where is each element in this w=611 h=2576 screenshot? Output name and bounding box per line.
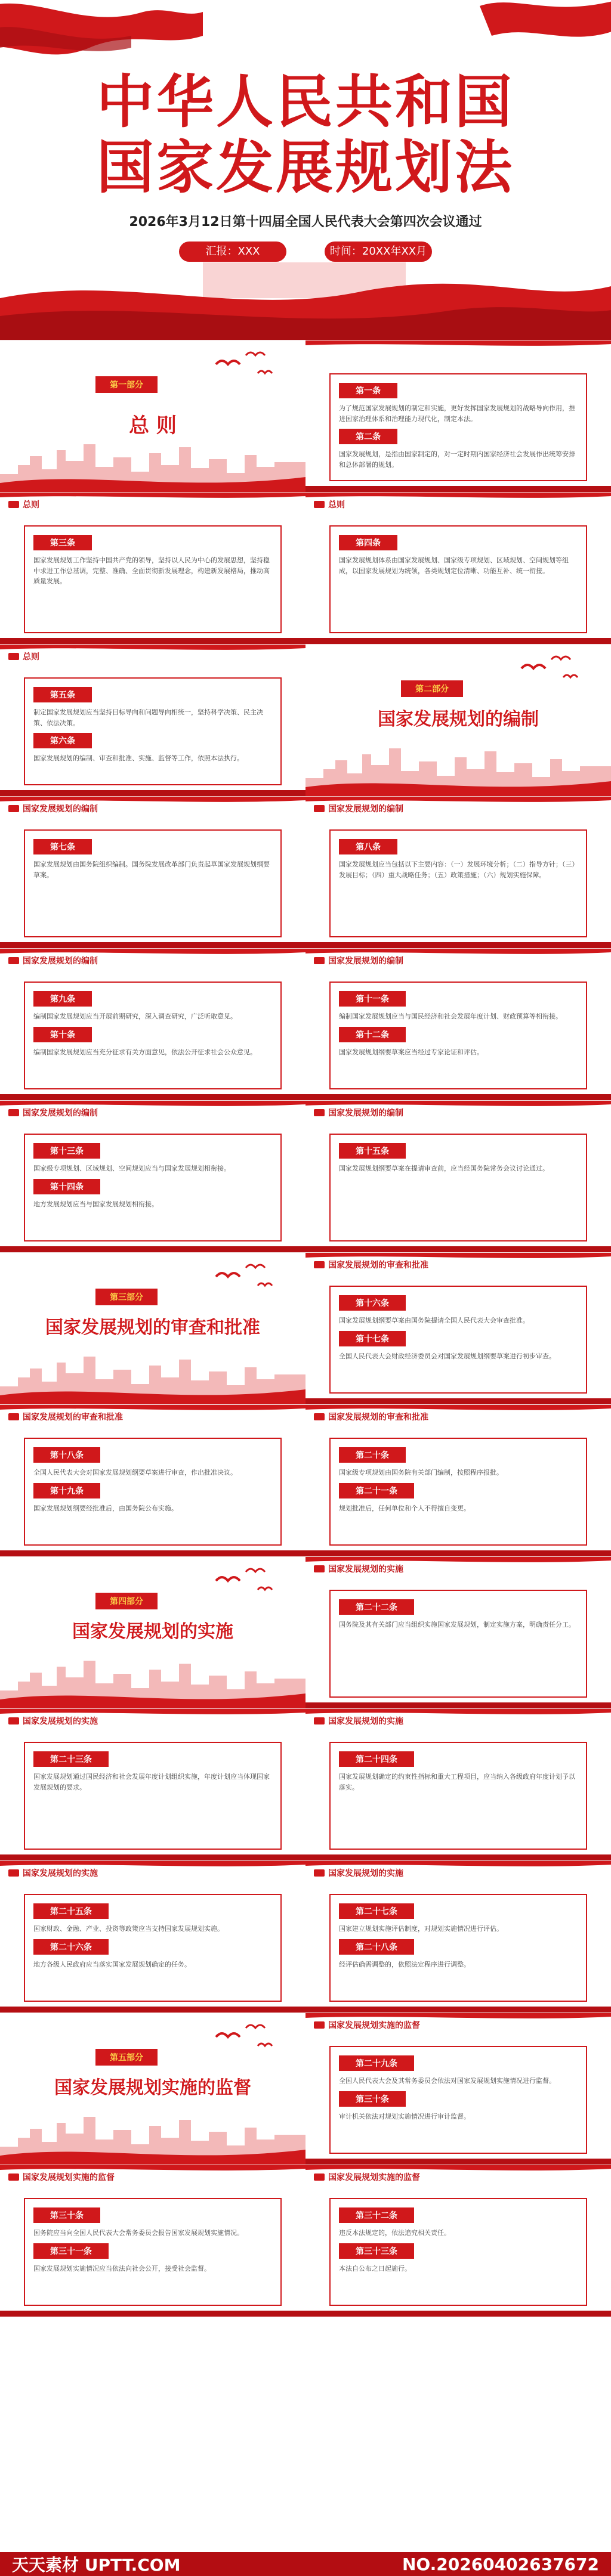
slide-bottombar	[306, 1550, 611, 1556]
article-title: 第二十七条	[339, 1903, 414, 1919]
reporter-pill: 汇报：XXX	[179, 242, 286, 262]
slide-bottombar	[306, 1702, 611, 1708]
article-title: 第十八条	[33, 1447, 100, 1463]
slide-bottombar	[0, 638, 306, 644]
content-slide	[0, 948, 306, 1100]
slide-bottombar	[306, 2007, 611, 2012]
article-text: 全国人民代表大会财政经济委员会对国家发展规划纲要草案进行初步审查。	[339, 1352, 556, 1360]
header-marker-icon	[8, 1413, 19, 1420]
city-skyline	[306, 736, 611, 796]
article-text: 国家发展规划，是指由国家制定的，对一定时期内国家经济社会发展作出统筹安排和总体部署的规划。	[339, 450, 575, 469]
article-title: 第三十三条	[339, 2243, 414, 2259]
header-marker-icon	[8, 805, 19, 812]
slide-header	[8, 1411, 123, 1423]
slide-header	[314, 1107, 403, 1119]
slide-header	[8, 803, 98, 815]
article-title: 第二十六条	[33, 1939, 109, 1955]
article-frame	[24, 1438, 282, 1546]
article-frame	[329, 1742, 587, 1850]
slide-header-text: 国家发展规划的实施	[23, 1717, 98, 1726]
section-badge: 第二部分	[401, 680, 463, 697]
article-title: 第八条	[339, 839, 397, 854]
section-cover	[0, 1252, 306, 1404]
article-title: 第三十一条	[33, 2243, 109, 2259]
article-text: 经评估确需调整的，依照法定程序进行调整。	[339, 1960, 470, 1968]
article-text: 制定国家发展规划应当坚持目标导向和问题导向相统一，坚持科学决策、民主决策、依法决策。	[33, 708, 263, 727]
article-frame	[24, 677, 282, 785]
article-title: 第三十条	[339, 2091, 406, 2107]
article-frame	[329, 373, 587, 481]
article-title: 第七条	[33, 839, 92, 854]
article-text: 国家建立规划实施评估制度，对规划实施情况进行评估。	[339, 1925, 503, 1933]
article-frame	[329, 1894, 587, 2002]
article-title: 第十五条	[339, 1143, 406, 1159]
header-marker-icon	[8, 1717, 19, 1724]
content-slide	[0, 644, 306, 796]
content-slide	[306, 1252, 611, 1404]
header-marker-icon	[314, 805, 325, 812]
red-flag-left	[0, 0, 203, 66]
article-text: 国家发展规划纲要经批准后，由国务院公布实施。	[33, 1504, 178, 1512]
slide-bottombar	[306, 1854, 611, 1860]
content-slide	[306, 492, 611, 644]
section-badge: 第四部分	[95, 1593, 158, 1609]
city-skyline	[0, 1345, 306, 1404]
hero-banner	[0, 0, 611, 340]
content-slide	[306, 1556, 611, 1708]
slide-header-text: 国家发展规划的编制	[23, 804, 98, 814]
slide-header-text: 国家发展规划实施的监督	[23, 2173, 115, 2182]
slide-header	[8, 651, 39, 662]
slide-bottombar	[0, 1854, 306, 1860]
birds-icon	[516, 651, 587, 686]
slide-header	[314, 955, 403, 967]
slide-header-text: 国家发展规划的编制	[328, 1109, 403, 1118]
slide-header-text: 国家发展规划的实施	[328, 1869, 403, 1878]
article-title: 第二十条	[339, 1447, 406, 1463]
slide-header	[314, 1715, 403, 1727]
article-text: 国家级专项规划由国务院有关部门编制，按照程序报批。	[339, 1469, 503, 1476]
article-text: 违反本法规定的，依法追究相关责任。	[339, 2229, 450, 2237]
article-text: 国家发展规划纲要草案应当经过专家论证和评估。	[339, 1048, 483, 1056]
article-title: 第六条	[33, 733, 92, 748]
slide-header	[314, 1867, 403, 1879]
article-text: 编制国家发展规划应当充分征求有关方面意见，依法公开征求社会公众意见。	[33, 1048, 257, 1056]
slide-header-text: 国家发展规划的编制	[23, 956, 98, 966]
article-title: 第二十二条	[339, 1599, 414, 1615]
article-title: 第三十二条	[339, 2207, 414, 2223]
slide-header-text: 国家发展规划的审查和批准	[23, 1413, 123, 1422]
article-title: 第四条	[339, 535, 397, 550]
slide-header-text: 国家发展规划的实施	[328, 1565, 403, 1574]
city-skyline	[0, 2105, 306, 2165]
slide-header-text: 国家发展规划的审查和批准	[328, 1413, 428, 1422]
content-slide	[0, 1708, 306, 1860]
slide-topbar	[0, 493, 306, 509]
red-flag-right	[480, 0, 611, 60]
slide-header-text: 国家发展规划的审查和批准	[328, 1261, 428, 1270]
article-title: 第三十条	[33, 2207, 100, 2223]
article-title: 第十七条	[339, 1331, 406, 1346]
header-marker-icon	[314, 1261, 325, 1268]
section-title: 国家发展规划的实施	[72, 1621, 233, 1642]
slide-header-text: 总则	[23, 500, 39, 510]
article-text: 国家发展规划由国务院组织编制。国务院发展改革部门负责起草国家发展规划纲要草案。	[33, 860, 270, 879]
city-skyline	[0, 432, 306, 492]
slide-header	[314, 2019, 420, 2031]
article-frame	[329, 525, 587, 633]
slide-header	[8, 2171, 115, 2183]
slide-bottombar	[306, 2159, 611, 2165]
slide-header-text: 总则	[23, 652, 39, 662]
birds-icon	[210, 2019, 282, 2055]
content-slide	[0, 1860, 306, 2012]
section-title: 总 则	[129, 414, 177, 438]
slide-header-text: 国家发展规划实施的监督	[328, 2021, 420, 2030]
article-title: 第二十八条	[339, 1939, 414, 1955]
article-title: 第二十九条	[339, 2055, 414, 2071]
section-cover	[0, 340, 306, 492]
article-text: 国家发展规划实施情况应当依法向社会公开，接受社会监督。	[33, 2264, 211, 2272]
section-cover	[306, 644, 611, 796]
article-text: 国家发展规划体系由国家发展规划、国家级专项规划、区域规划、空间规划等组成，以国家发展规划为统领，各类规划定位清晰、功能互补、统一衔接。	[339, 556, 569, 575]
footer-bar	[0, 2552, 611, 2576]
header-marker-icon	[314, 2021, 325, 2029]
article-text: 国家发展规划确定的约束性指标和重大工程项目，应当纳入各级政府年度计划予以落实。	[339, 1773, 575, 1791]
content-slide	[306, 1404, 611, 1556]
slide-header-text: 国家发展规划的实施	[23, 1869, 98, 1878]
article-text: 规划批准后，任何单位和个人不得擅自变更。	[339, 1504, 470, 1512]
article-frame	[329, 2198, 587, 2306]
article-text: 国家财政、金融、产业、投资等政策应当支持国家发展规划实施。	[33, 1925, 224, 1933]
article-frame	[329, 982, 587, 1089]
slide-header-text: 总则	[328, 500, 345, 510]
header-marker-icon	[314, 1717, 325, 1724]
header-marker-icon	[314, 1109, 325, 1116]
slide-header	[314, 499, 345, 510]
content-slide	[0, 796, 306, 948]
article-frame	[329, 1134, 587, 1241]
article-text: 国务院应当向全国人民代表大会常务委员会报告国家发展规划实施情况。	[33, 2229, 243, 2237]
section-badge: 第五部分	[95, 2049, 158, 2066]
article-frame	[329, 1286, 587, 1394]
article-title: 第十二条	[339, 1027, 406, 1042]
content-slide	[306, 2012, 611, 2165]
header-marker-icon	[8, 501, 19, 508]
article-title: 第二十三条	[33, 1751, 109, 1767]
slide-bottombar	[306, 638, 611, 644]
content-slide	[0, 1100, 306, 1252]
article-title: 第五条	[33, 687, 92, 702]
content-slide	[0, 2165, 306, 2317]
article-text: 编制国家发展规划应当与国民经济和社会发展年度计划、财政预算等相衔接。	[339, 1013, 562, 1020]
slide-bottombar	[0, 1550, 306, 1556]
content-slide	[306, 796, 611, 948]
content-slide	[306, 1860, 611, 2012]
article-title: 第二十一条	[339, 1483, 414, 1498]
slide-header-text: 国家发展规划实施的监督	[328, 2173, 420, 2182]
hero-subtitle: 2026年3月12日第十四届全国人民代表大会第四次会议通过	[129, 215, 482, 230]
section-cover	[0, 1556, 306, 1708]
city-skyline	[0, 1649, 306, 1708]
header-marker-icon	[8, 2174, 19, 2181]
slide-header	[8, 1867, 98, 1879]
article-frame	[329, 1590, 587, 1698]
slide-bottombar	[0, 2007, 306, 2012]
article-title: 第二条	[339, 429, 397, 444]
header-marker-icon	[314, 1565, 325, 1572]
article-frame	[24, 982, 282, 1089]
slide-header-text: 国家发展规划的编制	[328, 804, 403, 814]
slide-topbar	[0, 645, 306, 661]
slide-bottombar	[0, 790, 306, 796]
slide-header	[8, 499, 39, 510]
slide-bottombar	[0, 1246, 306, 1252]
slide-header	[314, 1563, 403, 1575]
article-title: 第一条	[339, 383, 397, 398]
content-slide	[306, 1100, 611, 1252]
article-frame	[329, 2046, 587, 2154]
slide-header	[314, 803, 403, 815]
article-title: 第二十五条	[33, 1903, 109, 1919]
footer-number: NO.20260402637672	[402, 2554, 599, 2574]
content-slide	[306, 948, 611, 1100]
content-slide	[0, 1404, 306, 1556]
header-marker-icon	[314, 957, 325, 964]
article-frame	[24, 1134, 282, 1241]
slide-header	[314, 2171, 420, 2183]
article-frame	[24, 525, 282, 633]
header-marker-icon	[8, 1869, 19, 1877]
article-title: 第十一条	[339, 991, 406, 1007]
slide-bottombar	[306, 1398, 611, 1404]
header-marker-icon	[8, 957, 19, 964]
slide-header	[8, 1107, 98, 1119]
header-marker-icon	[314, 501, 325, 508]
slide-bottombar	[306, 942, 611, 948]
article-text: 国家发展规划纲要草案在提请审查前，应当经国务院常务会议讨论通过。	[339, 1165, 549, 1172]
article-title: 第十六条	[339, 1295, 406, 1311]
section-title: 国家发展规划实施的监督	[54, 2077, 251, 2098]
birds-icon	[210, 346, 282, 382]
article-frame	[329, 829, 587, 937]
slide-bottombar	[306, 486, 611, 492]
article-text: 国家级专项规划、区域规划、空间规划应当与国家发展规划相衔接。	[33, 1165, 230, 1172]
article-text: 全国人民代表大会对国家发展规划纲要草案进行审查，作出批准决议。	[33, 1469, 237, 1476]
article-title: 第三条	[33, 535, 92, 550]
header-marker-icon	[314, 1869, 325, 1877]
time-pill: 时间：20XX年XX月	[325, 242, 432, 262]
article-frame	[24, 1894, 282, 2002]
article-text: 本法自公布之日起施行。	[339, 2264, 411, 2272]
article-text: 全国人民代表大会及其常务委员会依法对国家发展规划实施情况进行监督。	[339, 2077, 556, 2085]
content-slide	[306, 2165, 611, 2317]
slide-bottombar	[306, 1094, 611, 1100]
article-title: 第十九条	[33, 1483, 100, 1498]
article-text: 国家发展规划通过国民经济和社会发展年度计划组织实施，年度计划应当体现国家发展规划的要求。	[33, 1773, 270, 1791]
header-marker-icon	[314, 2174, 325, 2181]
content-slide	[306, 1708, 611, 1860]
article-text: 地方各级人民政府应当落实国家发展规划确定的任务。	[33, 1960, 191, 1968]
slide-bottombar	[0, 1094, 306, 1100]
section-badge: 第一部分	[95, 376, 158, 393]
slide-topbar	[306, 493, 611, 509]
slide-bottombar	[0, 2311, 306, 2317]
article-text: 国务院及其有关部门应当组织实施国家发展规划，制定实施方案，明确责任分工。	[339, 1621, 575, 1628]
article-text: 审计机关依法对规划实施情况进行审计监督。	[339, 2112, 470, 2120]
article-frame	[24, 2198, 282, 2306]
article-text: 编制国家发展规划应当开展前期研究，深入调查研究，广泛听取意见。	[33, 1013, 237, 1020]
slide-header	[314, 1259, 428, 1271]
content-slide	[306, 340, 611, 492]
slide-bottombar	[0, 942, 306, 948]
article-frame	[24, 829, 282, 937]
section-badge: 第三部分	[95, 1289, 158, 1305]
slide-header-text: 国家发展规划的编制	[328, 956, 403, 966]
slide-topbar	[306, 340, 611, 357]
article-frame	[24, 1742, 282, 1850]
section-cover	[0, 2012, 306, 2165]
article-text: 为了规范国家发展规划的制定和实施，更好发挥国家发展规划的战略导向作用，推进国家治理体系和治理能力现代化，制定本法。	[339, 404, 575, 423]
red-wave-banner	[0, 250, 611, 340]
content-slide	[0, 492, 306, 644]
article-text: 国家发展规划纲要草案由国务院提请全国人民代表大会审查批准。	[339, 1317, 529, 1324]
section-title: 国家发展规划的编制	[378, 709, 539, 730]
article-text: 国家发展规划的编制、审查和批准、实施、监督等工作，依照本法执行。	[33, 754, 243, 763]
article-title: 第十三条	[33, 1143, 100, 1159]
birds-icon	[210, 1259, 282, 1295]
hero-title-line1: 中华人民共和国	[97, 69, 514, 135]
footer-watermark: 天天素材 UPTT.COM	[12, 2555, 181, 2575]
hero-title-line2: 国家发展规划法	[97, 134, 514, 201]
slide-bottombar	[306, 1246, 611, 1252]
slide-header	[8, 1715, 98, 1727]
article-title: 第二十四条	[339, 1751, 414, 1767]
header-marker-icon	[8, 653, 19, 660]
slide-header-text: 国家发展规划的编制	[23, 1109, 98, 1118]
header-marker-icon	[314, 1413, 325, 1420]
section-title: 国家发展规划的审查和批准	[45, 1317, 260, 1338]
article-frame	[329, 1438, 587, 1546]
article-title: 第十条	[33, 1027, 92, 1042]
article-title: 第十四条	[33, 1179, 100, 1194]
article-text: 地方发展规划应当与国家发展规划相衔接。	[33, 1200, 158, 1208]
header-marker-icon	[8, 1109, 19, 1116]
article-text: 国家发展规划应当包括以下主要内容：（一）发展环境分析；（二）指导方针；（三）发展目标；（四）重大战略任务；（五）政策措施；（六）规划实施保障。	[339, 860, 575, 879]
article-text: 国家发展规划工作坚持中国共产党的领导，坚持以人民为中心的发展思想，坚持稳中求进工作总基调，完整、准确、全面贯彻新发展理念，构建新发展格局，推动高质量发展。	[33, 556, 270, 586]
slide-header	[8, 955, 98, 967]
slide-bottombar	[306, 2311, 611, 2317]
slide-header	[314, 1411, 428, 1423]
article-title: 第九条	[33, 991, 92, 1007]
birds-icon	[210, 1563, 282, 1599]
slide-header-text: 国家发展规划的实施	[328, 1717, 403, 1726]
